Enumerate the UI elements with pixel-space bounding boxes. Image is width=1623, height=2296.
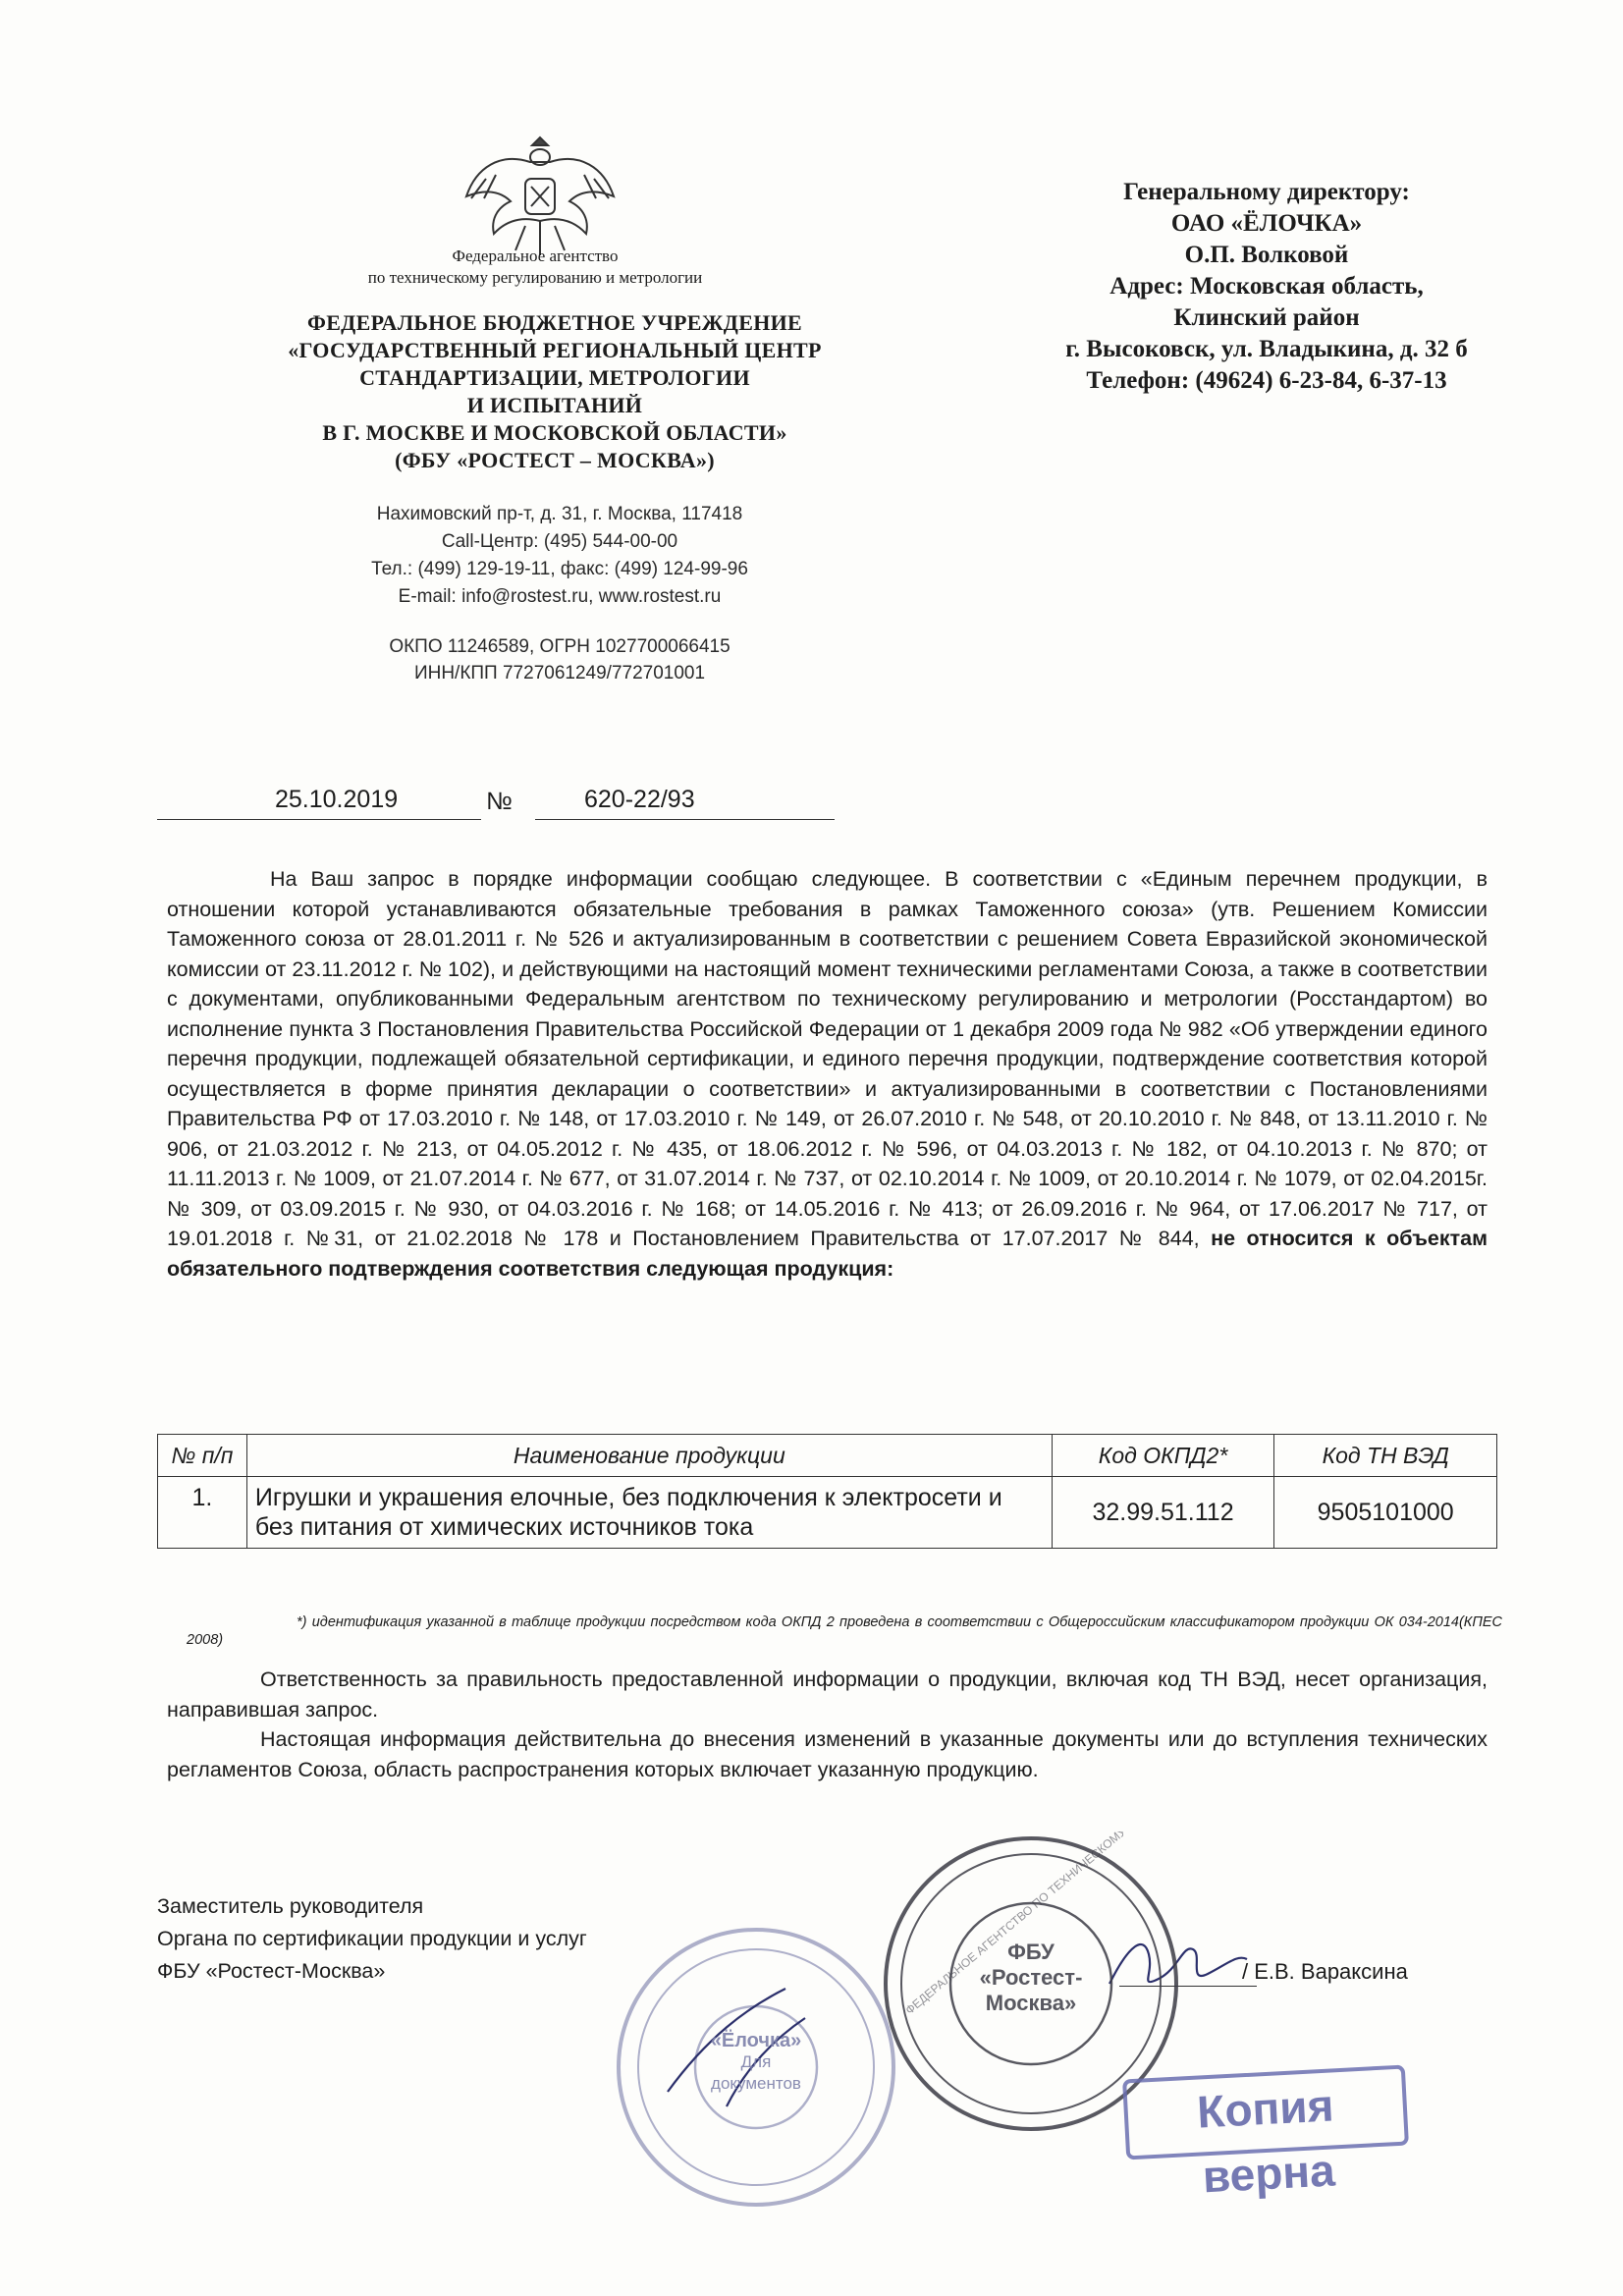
closing-paragraph: Ответственность за правильность предоставленной информации о продукции, включая код ТН ВЭД, несет организация, направившая запрос. — [167, 1667, 1488, 1722]
body-paragraph — [167, 864, 1488, 1284]
addressee-line: О.П. Волковой — [1184, 242, 1349, 268]
row-name: Игрушки и украшения елочные, без подключения к электросети и без питания от химических источников тока — [246, 1477, 1052, 1549]
inn-kpp: ИНН/КПП 7727061249/772701001 — [413, 663, 706, 683]
svg-text:ФЕДЕРАЛЬНОЕ АГЕНТСТВО ПО ТЕХНИ: ФЕДЕРАЛЬНОЕ АГЕНТСТВО ПО ТЕХНИЧЕСКОМУ — [902, 1831, 1129, 2018]
contact-email-web: E-mail: info@rostest.ru, www.rostest.ru — [398, 586, 722, 607]
contact-phone-fax: Тел.: (499) 129-19-11, факс: (499) 124-99-96 — [371, 559, 748, 579]
row-num: 1. — [158, 1477, 247, 1549]
org-line: СТАНДАРТИЗАЦИИ, МЕТРОЛОГИИ — [359, 365, 750, 390]
contact-address: Нахимовский пр-т, д. 31, г. Москва, 117418 — [376, 504, 743, 524]
seal-center-line: документов — [711, 2074, 801, 2093]
signature-block — [157, 1890, 587, 1988]
letter-body — [167, 864, 1488, 1284]
organization-contacts — [285, 501, 835, 611]
number-underline — [535, 819, 835, 820]
header-okpd: Код ОКПД2* — [1052, 1435, 1274, 1477]
body-text: На Ваш запрос в порядке информации сообщаю следующее. В соответствии с «Единым перечнем продукции, в отношении которой устанавливаются обязательные требования в рамках Таможенного союза» (утв. Решением Комиссии Таможенного союза от 28.01.2011 г. № 526 и актуализированным в соответствии с решением Совета Евразийской экономической комиссии от 23.11.2012 г. № 102), и действующими на настоящий момент техническими регламентами Союза, а также в соответствии с документами, опубликованными Федеральным агентством по техническому регулированию и метрологии (Росстандартом) во исполнение пункта 3 Постановления Правительства Российской Федерации от 1 декабря 2009 года № 982 «Об утверждении единого перечня продукции, подлежащей обязательной сертификации, и единого перечня продукции, подтверждение соответствия которой осуществляется в форме принятия декларации о соответствии» и актуализированными в соответствии с Постановлениями Правительства РФ от 17.03.2010 г. № 148, от 17.03.2010 г. № 149, от 26.07.2010 г. № 548, от 20.10.2010 г. № 848, от 13.11.2010 г. № 906, от 21.03.2012 г. № 213, от 04.05.2012 г. № 435, от 18.06.2012 г. № 596, от 04.03.2013 г. № 182, от 04.10.2013 г. № 870; от 11.11.2013 г. № 1009, от 21.07.2014 г. № 677, от 31.07.2014 г. № 737, от 02.10.2014 г. № 1009, от 20.10.2014 г. № 1079, от 02.04.2015г. № 309, от 03.09.2015 г. № 930, от 04.03.2016 г. № 168; от 14.05.2016 г. № 413; от 26.09.2016 г. № 964, от 17.06.2017 № 717, от 19.01.2018 г. №31, от 21.02.2018 № 178 и Постановлением Правительства от 17.07.2017 № 844, — [167, 867, 1488, 1250]
header-name: Наименование продукции — [246, 1435, 1052, 1477]
signer-title: Органа по сертификации продукции и услуг — [157, 1927, 587, 1950]
agency-name — [295, 246, 776, 289]
signer-title: Заместитель руководителя — [157, 1894, 424, 1918]
row-tnved: 9505101000 — [1274, 1477, 1497, 1549]
org-line: И ИСПЫТАНИЙ — [466, 393, 643, 417]
table-row — [158, 1477, 1497, 1549]
body-conclusion: не относится к объектам обязательного подтверждения соответствия следующая продукция: — [167, 1227, 1488, 1281]
table-footnote — [187, 1613, 1502, 1649]
addressee-line: Телефон: (49624) 6-23-84, 6-37-13 — [1086, 367, 1447, 394]
letter-number: 620-22/93 — [584, 786, 695, 813]
org-line: В Г. МОСКВЕ И МОСКОВСКОЙ ОБЛАСТИ» — [322, 420, 787, 445]
row-okpd: 32.99.51.112 — [1052, 1477, 1274, 1549]
org-line: (ФБУ «РОСТЕСТ – МОСКВА») — [395, 448, 715, 472]
registration-codes — [285, 633, 835, 686]
seal-center-line: ФБУ — [1007, 1940, 1055, 1964]
seal-center-line: Москва» — [985, 1991, 1077, 2015]
org-line: «ГОСУДАРСТВЕННЫЙ РЕГИОНАЛЬНЫЙ ЦЕНТР — [288, 338, 822, 362]
addressee-line: Адрес: Московская область, — [1109, 273, 1424, 300]
seal-center-line: Для — [740, 2052, 772, 2071]
addressee-line: Клинский район — [1173, 304, 1360, 331]
header-tnved: Код ТН ВЭД — [1274, 1435, 1497, 1477]
closing-paragraph: Настоящая информация действительна до внесения изменений в указанные документы или до вступления технических регламентов Союза, область распространения которых включает указанную продукцию. — [167, 1727, 1488, 1781]
letter-date-number — [157, 786, 835, 825]
addressee-block — [992, 177, 1542, 397]
table-header-row — [158, 1435, 1497, 1477]
seal-center-line: «Ёлочка» — [710, 2030, 802, 2051]
okpo-ogrn: ОКПО 11246589, ОГРН 1027700066415 — [389, 636, 730, 657]
organization-name — [250, 309, 859, 474]
footnote-text: *) идентификация указанной в таблице продукции посредством кода ОКПД 2 проведена в соответствии с Общероссийским классификатором продукции ОК 034-2014(КПЕС 2008) — [187, 1614, 1502, 1648]
product-table — [157, 1434, 1497, 1549]
date-underline — [157, 819, 481, 820]
copy-verified-stamp: Копия верна — [1122, 2065, 1409, 2160]
header-num: № п/п — [158, 1435, 247, 1477]
contact-callcenter: Call-Центр: (495) 544-00-00 — [441, 531, 678, 552]
number-label: № — [486, 788, 513, 815]
signer-title: ФБУ «Ростест-Москва» — [157, 1959, 386, 1983]
addressee-line: Генеральному директору: — [1123, 179, 1410, 205]
agency-line-1: Федеральное агентство — [452, 246, 619, 265]
letter-date: 25.10.2019 — [275, 786, 399, 813]
org-line: ФЕДЕРАЛЬНОЕ БЮДЖЕТНОЕ УЧРЕЖДЕНИЕ — [307, 310, 802, 335]
closing-text — [167, 1665, 1488, 1784]
seal-center-line: «Ростест- — [979, 1965, 1083, 1990]
addressee-line: ОАО «ЁЛОЧКА» — [1170, 210, 1363, 237]
addressee-line: г. Высоковск, ул. Владыкина, д. 32 б — [1065, 336, 1468, 362]
state-emblem-icon — [447, 118, 633, 265]
agency-line-2: по техническому регулированию и метрологии — [367, 268, 703, 287]
signer-name: / Е.В. Вараксина — [1242, 1959, 1408, 1984]
elochka-seal-icon — [609, 1920, 903, 2214]
